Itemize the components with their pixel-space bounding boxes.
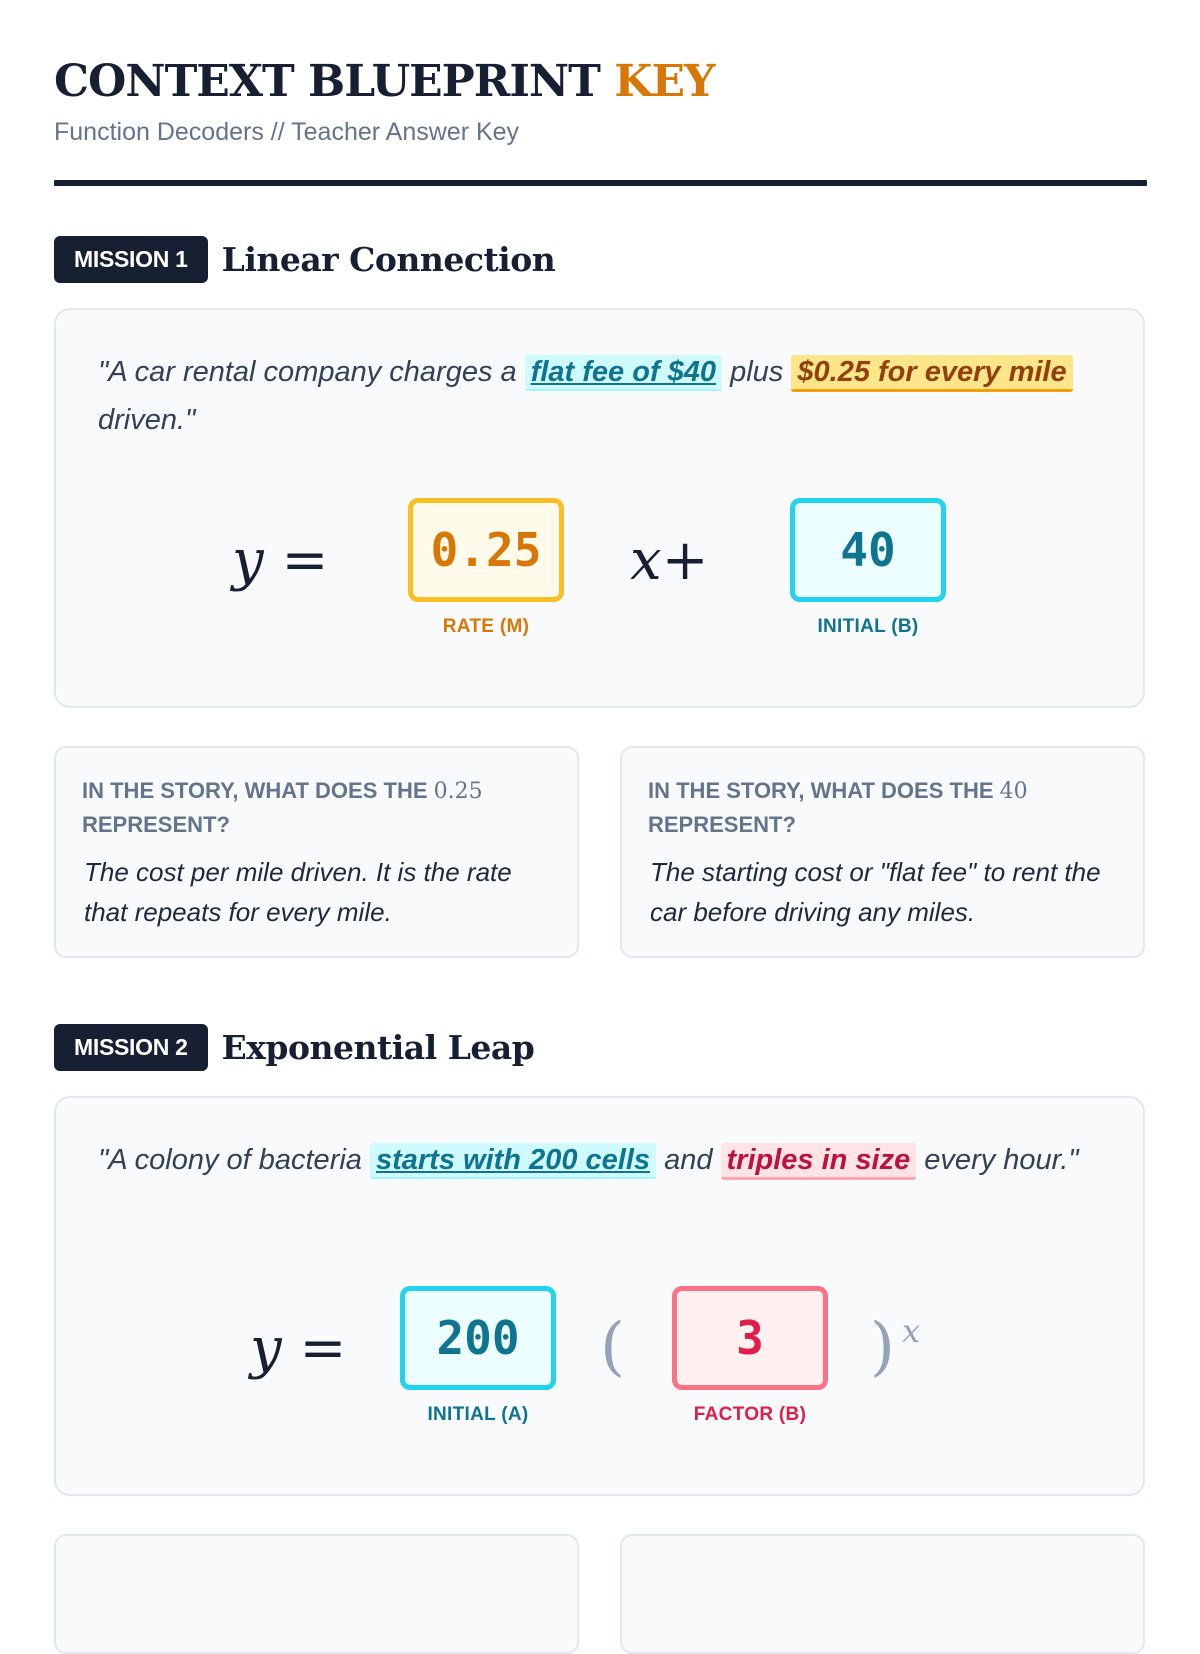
mission-1-story-card <box>54 308 1145 708</box>
mission-2-title: Exponential Leap <box>221 1028 535 1067</box>
initial-label: INITIAL (B) <box>817 616 919 637</box>
mission-1-story <box>98 348 1108 444</box>
story-text: "A colony of bacteria <box>98 1144 370 1176</box>
mission-1-title: Linear Connection <box>221 240 556 279</box>
question-text <box>648 774 1118 841</box>
story-highlight-factor: triples in size <box>721 1143 917 1180</box>
question-prefix: IN THE STORY, WHAT DOES THE <box>648 778 1000 803</box>
title-main: CONTEXT BLUEPRINT <box>54 56 600 107</box>
mission-2-story-card <box>54 1096 1145 1496</box>
rate-slot: 0.25 <box>408 498 564 602</box>
mission-2-question-card <box>54 1534 579 1654</box>
open-paren: ( <box>600 1310 625 1384</box>
factor-slot: 3 <box>672 1286 828 1390</box>
question-prefix: IN THE STORY, WHAT DOES THE <box>82 778 434 803</box>
equation-x-plus: x+ <box>630 528 709 593</box>
initial-slot: 40 <box>790 498 946 602</box>
question-text <box>82 774 552 841</box>
mission-2-story <box>98 1136 1108 1184</box>
story-text: plus <box>722 356 792 388</box>
close-paren: ) <box>870 1310 895 1384</box>
question-suffix: REPRESENT? <box>82 812 230 837</box>
mission-1-badge: MISSION 1 <box>54 236 208 283</box>
initial-label: INITIAL (A) <box>427 1404 529 1425</box>
question-number: 0.25 <box>433 779 483 804</box>
question-suffix: REPRESENT? <box>648 812 796 837</box>
story-highlight-rate: $0.25 for every mile <box>791 355 1072 392</box>
title-accent: KEY <box>614 56 715 107</box>
mission-2-badge: MISSION 2 <box>54 1024 208 1071</box>
mission-1-question-initial <box>620 746 1145 958</box>
mission-2-heading <box>54 1024 534 1071</box>
equation-lhs: y = <box>250 1316 347 1381</box>
mission-1-question-rate <box>54 746 579 958</box>
story-text: driven." <box>98 404 196 436</box>
story-highlight-initial: starts with 200 cells <box>370 1143 656 1179</box>
header-divider <box>54 180 1147 186</box>
page-title <box>54 56 714 107</box>
exponent-x: x <box>902 1312 921 1350</box>
answer-text: The cost per mile driven. It is the rate that repeats for every mile. <box>84 857 512 927</box>
initial-slot: 200 <box>400 1286 556 1390</box>
story-text: every hour." <box>916 1144 1079 1176</box>
question-number: 40 <box>999 779 1028 804</box>
mission-2-question-card <box>620 1534 1145 1654</box>
story-highlight-initial: flat fee of $40 <box>525 355 722 391</box>
mission-1-heading <box>54 236 555 283</box>
equation-lhs: y = <box>232 528 329 593</box>
page-subtitle: Function Decoders // Teacher Answer Key <box>54 118 520 146</box>
factor-label: FACTOR (B) <box>693 1404 807 1425</box>
story-text: "A car rental company charges a <box>98 356 525 388</box>
rate-label: RATE (M) <box>442 616 530 637</box>
story-text: and <box>656 1144 721 1176</box>
answer-text: The starting cost or "flat fee" to rent the car before driving any miles. <box>650 857 1101 927</box>
